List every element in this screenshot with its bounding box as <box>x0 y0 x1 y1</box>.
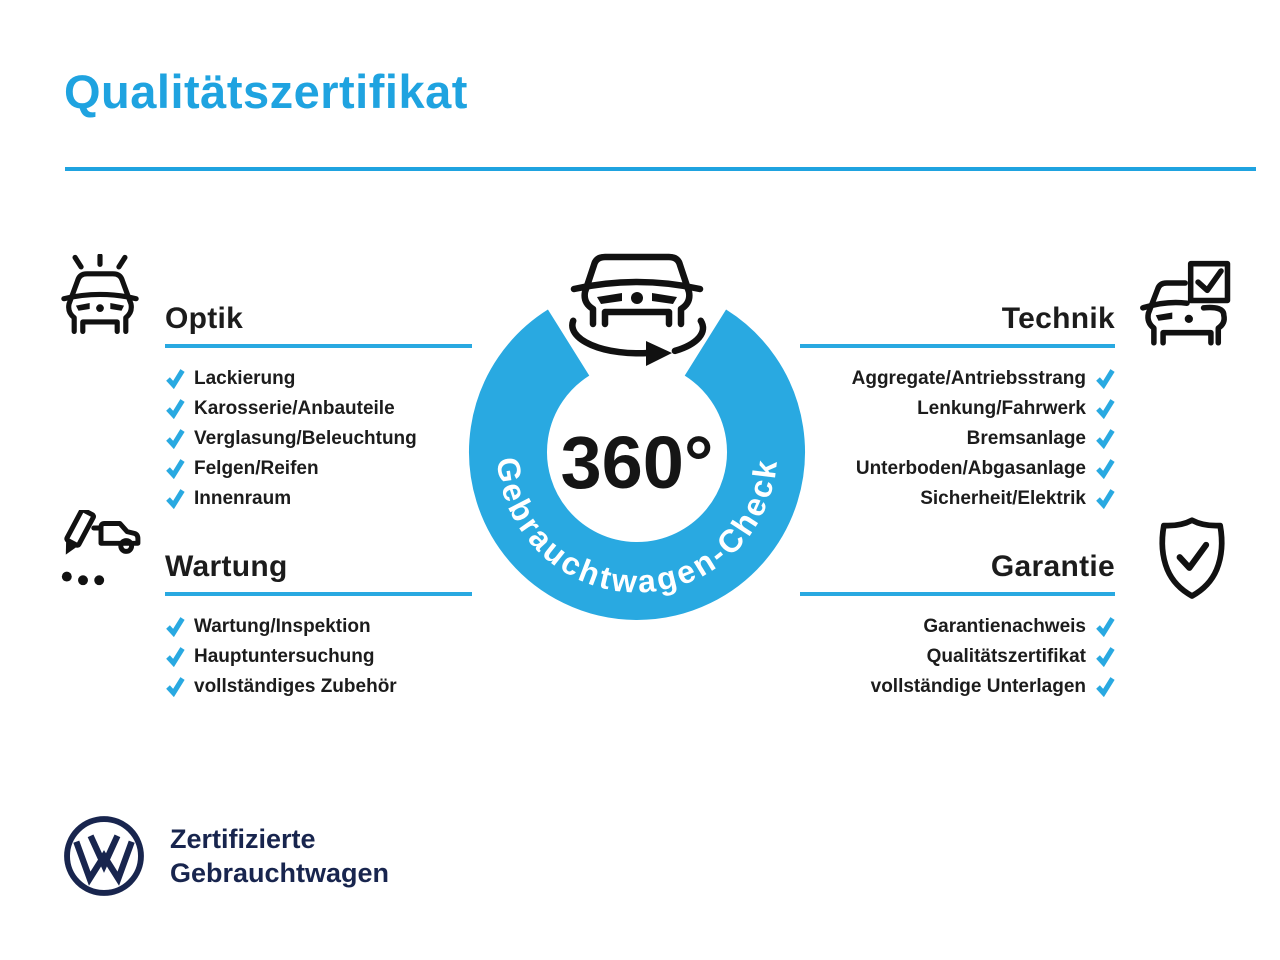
check-icon <box>1095 459 1115 479</box>
section-divider <box>800 592 1115 596</box>
section-technik <box>800 296 1115 514</box>
checklist-item <box>800 424 1115 454</box>
car-checkbox-icon <box>1138 260 1236 352</box>
section-wartung <box>165 544 472 702</box>
footer-label-line2: Gebrauchtwagen <box>170 858 390 888</box>
checklist-item <box>800 484 1115 514</box>
checklist-item-label: Innenraum <box>194 488 292 509</box>
checklist-item <box>800 454 1115 484</box>
checklist-item <box>800 364 1115 394</box>
checklist-item-label: Unterboden/Abgasanlage <box>855 458 1086 479</box>
checklist-item-label: Lackierung <box>194 368 296 389</box>
check-icon <box>1095 429 1115 449</box>
checklist-item <box>165 642 472 672</box>
checklist-technik <box>800 364 1115 514</box>
section-title-wartung: Wartung <box>165 550 288 583</box>
check-icon <box>165 617 185 637</box>
title-divider <box>65 167 1256 171</box>
section-divider <box>165 344 472 348</box>
checklist-item-label: Qualitätszertifikat <box>926 646 1086 667</box>
section-title-optik: Optik <box>165 302 244 335</box>
shield-check-icon <box>1148 515 1236 603</box>
360-check-badge <box>455 248 825 638</box>
checklist-garantie <box>800 612 1115 702</box>
checklist-item <box>165 454 472 484</box>
checklist-item <box>800 642 1115 672</box>
checklist-item <box>165 364 472 394</box>
checklist-item-label: vollständige Unterlagen <box>870 676 1086 697</box>
checklist-item-label: Aggregate/Antriebsstrang <box>851 368 1086 389</box>
checklist-item-label: Sicherheit/Elektrik <box>920 488 1086 509</box>
section-divider <box>165 592 472 596</box>
section-title-garantie: Garantie <box>990 550 1115 583</box>
check-icon <box>1095 617 1115 637</box>
checklist-item <box>165 612 472 642</box>
check-icon <box>165 459 185 479</box>
checklist-item-label: Hauptuntersuchung <box>194 646 375 667</box>
checklist-item <box>800 394 1115 424</box>
section-title-technik: Technik <box>1001 302 1115 335</box>
checklist-item-label: vollständiges Zubehör <box>194 676 397 697</box>
check-icon <box>165 647 185 667</box>
vw-logo <box>62 814 146 898</box>
check-icon <box>165 429 185 449</box>
checklist-item <box>165 424 472 454</box>
section-divider <box>800 344 1115 348</box>
page-title: Qualitätszertifikat <box>64 65 468 118</box>
checklist-item-label: Garantienachweis <box>923 616 1086 637</box>
ring-label: Gebrauchtwagen-Check <box>489 454 785 601</box>
checklist-optik <box>165 364 472 514</box>
check-icon <box>1095 369 1115 389</box>
checklist-item-label: Lenkung/Fahrwerk <box>917 398 1086 419</box>
check-icon <box>165 489 185 509</box>
check-icon <box>1095 399 1115 419</box>
car-rotation-icon <box>572 257 703 366</box>
check-icon <box>165 369 185 389</box>
checklist-wartung <box>165 612 472 702</box>
section-optik <box>165 296 472 514</box>
checklist-item <box>165 672 472 702</box>
footer-label <box>170 822 389 890</box>
car-shine-icon <box>57 254 143 340</box>
checklist-item <box>800 612 1115 642</box>
checklist-item-label: Verglasung/Beleuchtung <box>194 428 417 449</box>
check-icon <box>165 399 185 419</box>
checklist-item <box>165 484 472 514</box>
checklist-item-label: Wartung/Inspektion <box>194 616 371 637</box>
check-icon <box>1095 677 1115 697</box>
checklist-item-label: Bremsanlage <box>966 428 1086 449</box>
check-icon <box>1095 647 1115 667</box>
section-garantie <box>800 544 1115 702</box>
checklist-item-label: Felgen/Reifen <box>194 458 319 479</box>
check-icon <box>1095 489 1115 509</box>
badge-value: 360° <box>560 421 714 504</box>
check-icon <box>165 677 185 697</box>
checklist-item-label: Karosserie/Anbauteile <box>194 398 395 419</box>
footer-label-line1: Zertifizierte <box>170 824 316 854</box>
checklist-item <box>165 394 472 424</box>
maintenance-icon <box>56 510 146 600</box>
checklist-item <box>800 672 1115 702</box>
